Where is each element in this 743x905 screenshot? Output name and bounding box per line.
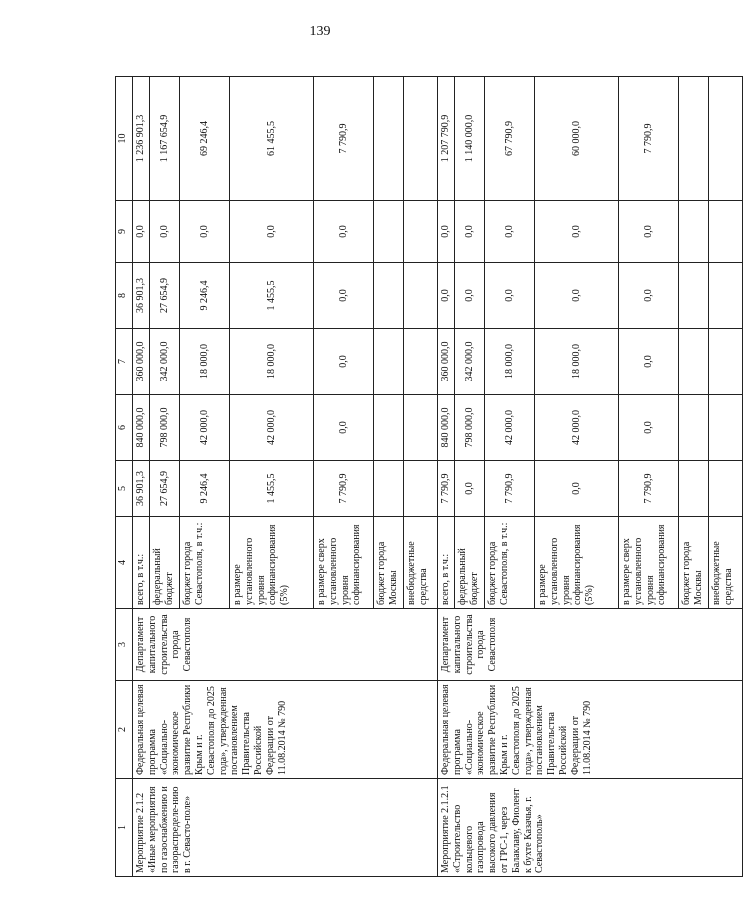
- funding-source: всего, в т.ч.:: [438, 517, 455, 609]
- amount-cell: 342 000,0: [150, 329, 180, 395]
- amount-cell: 0,0: [314, 263, 374, 329]
- amount-cell: 0,0: [535, 201, 619, 263]
- amount-cell: [709, 395, 743, 461]
- amount-cell: [679, 395, 709, 461]
- amount-cell: 0,0: [455, 461, 485, 517]
- amount-cell: [404, 77, 438, 201]
- measure-name: Мероприятие 2.1.2 «Иные мероприятия по газоснабжению и газораспределе-нию в г. Севасто-поле»: [133, 779, 438, 877]
- amount-cell: [374, 263, 404, 329]
- amount-cell: 36 901,3: [133, 263, 150, 329]
- amount-cell: [679, 263, 709, 329]
- amount-cell: 798 000,0: [150, 395, 180, 461]
- amount-cell: 0,0: [314, 329, 374, 395]
- measure-name: Мероприятие 2.1.2.1 «Строительство кольцевого газопровода высокого давления от ГРС-1, через Балаклаву, Фиолент к бухте Казачья, г. Севастополь»: [438, 779, 743, 877]
- amount-cell: 0,0: [619, 329, 679, 395]
- amount-cell: [709, 461, 743, 517]
- amount-cell: 1 236 901,3: [133, 77, 150, 201]
- amount-cell: 7 790,9: [314, 77, 374, 201]
- amount-cell: 0,0: [535, 263, 619, 329]
- amount-cell: [679, 461, 709, 517]
- header-cell: 10: [116, 77, 133, 201]
- amount-cell: 18 000,0: [230, 329, 314, 395]
- amount-cell: 0,0: [180, 201, 230, 263]
- amount-cell: 18 000,0: [535, 329, 619, 395]
- amount-cell: 60 000,0: [535, 77, 619, 201]
- amount-cell: 42 000,0: [180, 395, 230, 461]
- amount-cell: [709, 329, 743, 395]
- funding-source: бюджет города Москвы: [679, 517, 709, 609]
- amount-cell: 1 167 654,9: [150, 77, 180, 201]
- amount-cell: 0,0: [438, 201, 455, 263]
- funding-source: бюджет города Севастополя, в т.ч.:: [180, 517, 230, 609]
- page-number: 139: [309, 24, 331, 39]
- amount-cell: [404, 329, 438, 395]
- amount-cell: [709, 263, 743, 329]
- amount-cell: 0,0: [150, 201, 180, 263]
- amount-cell: 0,0: [455, 201, 485, 263]
- amount-cell: [679, 77, 709, 201]
- amount-cell: [374, 329, 404, 395]
- amount-cell: 61 455,5: [230, 77, 314, 201]
- amount-cell: 342 000,0: [455, 329, 485, 395]
- amount-cell: 360 000,0: [438, 329, 455, 395]
- amount-cell: 7 790,9: [619, 461, 679, 517]
- amount-cell: [404, 201, 438, 263]
- amount-cell: 840 000,0: [438, 395, 455, 461]
- amount-cell: 0,0: [619, 263, 679, 329]
- funding-source: внебюджетные средства: [709, 517, 743, 609]
- funding-source: бюджет города Москвы: [374, 517, 404, 609]
- amount-cell: 1 455,5: [230, 263, 314, 329]
- program-name: Федеральная целевая программа «Социально-экономическое развитие Республики Крым и г. Севастополя до 2025 года», утвержденная постановлением Правительства Российской Федерации от 11.08.2014 № 790: [438, 681, 743, 779]
- amount-cell: 840 000,0: [133, 395, 150, 461]
- funding-source: бюджет города Севастополя, в т.ч.:: [485, 517, 535, 609]
- header-cell: 7: [116, 329, 133, 395]
- amount-cell: 0,0: [314, 201, 374, 263]
- amount-cell: 7 790,9: [485, 461, 535, 517]
- amount-cell: 360 000,0: [133, 329, 150, 395]
- header-cell: 9: [116, 201, 133, 263]
- amount-cell: [709, 77, 743, 201]
- amount-cell: 0,0: [314, 395, 374, 461]
- funding-source: в размере сверх установленного уровня софинансирования: [314, 517, 374, 609]
- amount-cell: [404, 395, 438, 461]
- executor-name: Департамент капитального строительства города Севастополя: [438, 609, 743, 681]
- executor-name: Департамент капитального строительства города Севастополя: [133, 609, 438, 681]
- amount-cell: 0,0: [535, 461, 619, 517]
- funding-source: федеральный бюджет: [150, 517, 180, 609]
- amount-cell: [679, 201, 709, 263]
- amount-cell: 9 246,4: [180, 461, 230, 517]
- amount-cell: 798 000,0: [455, 395, 485, 461]
- amount-cell: 7 790,9: [619, 77, 679, 201]
- amount-cell: 7 790,9: [314, 461, 374, 517]
- funding-source: всего, в т.ч.:: [133, 517, 150, 609]
- program-name: Федеральная целевая программа «Социально-экономическое развитие Республики Крым и г. Севастополя до 2025 года», утвержденная постановлением Правительства Российской Федерации от 11.08.2014 № 790: [133, 681, 438, 779]
- header-cell: 8: [116, 263, 133, 329]
- amount-cell: 42 000,0: [535, 395, 619, 461]
- amount-cell: 0,0: [485, 201, 535, 263]
- amount-cell: [404, 461, 438, 517]
- funding-source: в размере сверх установленного уровня софинансирования: [619, 517, 679, 609]
- rotated-table-container: [115, 77, 734, 877]
- amount-cell: 27 654,9: [150, 461, 180, 517]
- amount-cell: [404, 263, 438, 329]
- table-row: [438, 77, 455, 877]
- table-row: [133, 77, 150, 877]
- amount-cell: 0,0: [438, 263, 455, 329]
- header-cell: 1: [116, 779, 133, 877]
- header-cell: 5: [116, 461, 133, 517]
- amount-cell: 69 246,4: [180, 77, 230, 201]
- amount-cell: 1 140 000,0: [455, 77, 485, 201]
- amount-cell: 0,0: [619, 201, 679, 263]
- amount-cell: 0,0: [230, 201, 314, 263]
- header-cell: 4: [116, 517, 133, 609]
- amount-cell: 27 654,9: [150, 263, 180, 329]
- funding-source: в размере установленного уровня софинансирования (5%): [535, 517, 619, 609]
- rotated-table-wrapper: [115, 77, 734, 877]
- amount-cell: [679, 329, 709, 395]
- amount-cell: 0,0: [133, 201, 150, 263]
- amount-cell: 18 000,0: [485, 329, 535, 395]
- amount-cell: 0,0: [485, 263, 535, 329]
- header-cell: 2: [116, 681, 133, 779]
- amount-cell: 36 901,3: [133, 461, 150, 517]
- amount-cell: 1 207 790,9: [438, 77, 455, 201]
- amount-cell: 0,0: [619, 395, 679, 461]
- financing-table: [115, 76, 743, 877]
- header-row: [116, 77, 133, 877]
- funding-source: в размере установленного уровня софинансирования (5%): [230, 517, 314, 609]
- amount-cell: [374, 77, 404, 201]
- table-body: [133, 77, 743, 877]
- funding-source: внебюджетные средства: [404, 517, 438, 609]
- amount-cell: 18 000,0: [180, 329, 230, 395]
- funding-source: федеральный бюджет: [455, 517, 485, 609]
- header-cell: 3: [116, 609, 133, 681]
- amount-cell: [374, 201, 404, 263]
- header-cell: 6: [116, 395, 133, 461]
- amount-cell: 1 455,5: [230, 461, 314, 517]
- amount-cell: 42 000,0: [230, 395, 314, 461]
- amount-cell: 0,0: [455, 263, 485, 329]
- amount-cell: [374, 461, 404, 517]
- amount-cell: [709, 201, 743, 263]
- amount-cell: 42 000,0: [485, 395, 535, 461]
- amount-cell: [374, 395, 404, 461]
- amount-cell: 67 790,9: [485, 77, 535, 201]
- amount-cell: 9 246,4: [180, 263, 230, 329]
- amount-cell: 7 790,9: [438, 461, 455, 517]
